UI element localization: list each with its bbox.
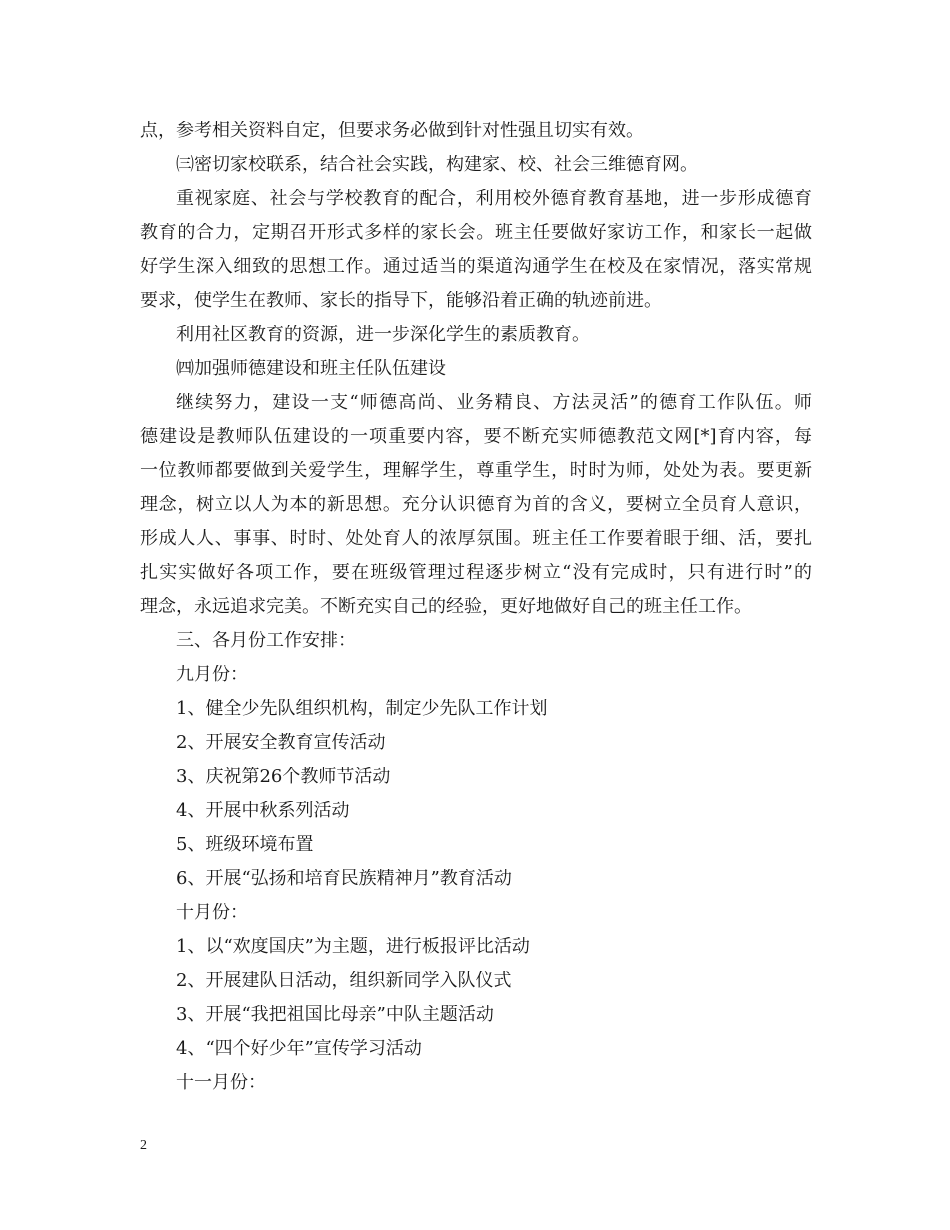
paragraph-line: 理念，树立以人为本的新思想。充分认识德育为首的含义，要树立全员育人意识， (140, 495, 812, 515)
list-item: 5、班级环境布置 (176, 835, 314, 855)
list-item: 2、开展建队日活动，组织新同学入队仪式 (176, 971, 512, 991)
paragraph-line: 德建设是教师队伍建设的一项重要内容，要不断充实师德教范文网[*]育内容，每 (140, 427, 812, 447)
paragraph-line: 一位教师都要做到关爱学生，理解学生，尊重学生，时时为师，处处为表。要更新 (140, 461, 812, 481)
list-item: 6、开展“弘扬和培育民族精神月”教育活动 (176, 869, 512, 889)
paragraph-line: 利用社区教育的资源，进一步深化学生的素质教育。 (176, 325, 590, 345)
paragraph-line: 要求，使学生在教师、家长的指导下，能够沿着正确的轨迹前进。 (140, 291, 662, 311)
section-heading: ㈢密切家校联系，结合社会实践，构建家、校、社会三维德育网。 (176, 155, 698, 175)
month-heading: 九月份： (176, 665, 248, 685)
paragraph-line: 继续努力，建设一支“师德高尚、业务精良、方法灵活”的德育工作队伍。师 (176, 393, 812, 413)
list-item: 1、健全少先队组织机构，制定少先队工作计划 (176, 699, 548, 719)
section-heading: ㈣加强师德建设和班主任队伍建设 (176, 359, 446, 379)
list-item: 3、开展“我把祖国比母亲”中队主题活动 (176, 1005, 494, 1025)
paragraph-line: 形成人人、事事、时时、处处育人的浓厚氛围。班主任工作要着眼于细、活，要扎 (140, 529, 812, 549)
list-item: 4、“四个好少年”宣传学习活动 (176, 1039, 422, 1059)
paragraph-line: 好学生深入细致的思想工作。通过适当的渠道沟通学生在校及在家情况，落实常规 (140, 257, 812, 277)
paragraph-line: 重视家庭、社会与学校教育的配合，利用校外德育教育基地，进一步形成德育 (176, 189, 812, 209)
paragraph-line: 教育的合力，定期召开形式多样的家长会。班主任要做好家访工作，和家长一起做 (140, 223, 812, 243)
month-heading: 十月份： (176, 903, 248, 923)
section-heading: 三、各月份工作安排： (176, 631, 356, 651)
month-heading: 十一月份： (176, 1073, 266, 1093)
paragraph-line: 理念，永远追求完美。不断充实自己的经验，更好地做好自己的班主任工作。 (140, 597, 752, 617)
paragraph-line: 点，参考相关资料自定，但要求务必做到针对性强且切实有效。 (140, 121, 644, 141)
list-item: 4、开展中秋系列活动 (176, 801, 350, 821)
paragraph-line: 扎实实做好各项工作，要在班级管理过程逐步树立“没有完成时，只有进行时”的 (140, 563, 812, 583)
list-item: 2、开展安全教育宣传活动 (176, 733, 386, 753)
page-number: 2 (140, 1138, 147, 1153)
list-item: 3、庆祝第26个教师节活动 (176, 767, 391, 787)
list-item: 1、以“欢度国庆”为主题，进行板报评比活动 (176, 937, 530, 957)
